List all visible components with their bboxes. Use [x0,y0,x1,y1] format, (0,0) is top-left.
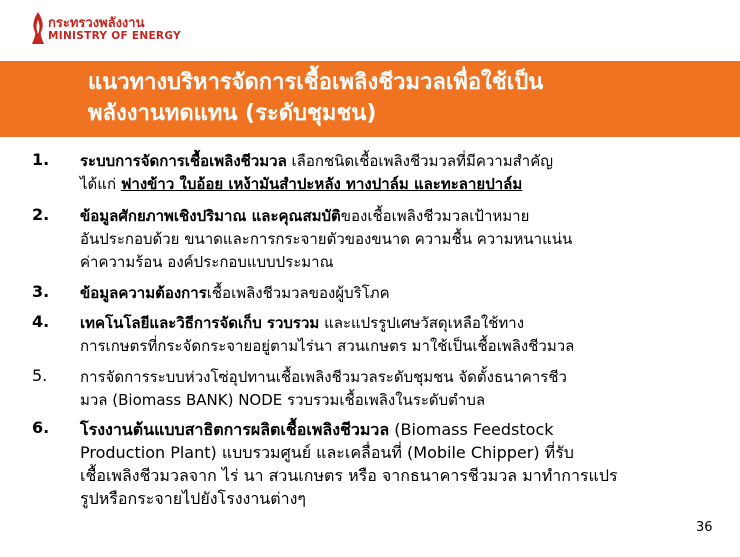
item-underlined-text: ฟางข้าว ใบอ้อย เหง้ามันสำปะหลัง ทางปาล์ม และทะลายปาล์ม [120,175,523,193]
item-heading: เทคโนโลยีและวิธีการจัดเก็บ รวบรวม [80,314,320,332]
item-number: 4. [32,312,50,331]
item-text-line-2: อันประกอบด้วย ขนาดและการกระจายตัวของขนาด ความชื้น ความหนาแน่น [80,230,573,248]
logo-english-name: MINISTRY OF ENERGY [48,30,181,42]
item-text: เชื้อเพลิงชีวมวลของผู้บริโภค [206,284,390,302]
slide-title-line-1: แนวทางบริหารจัดการเชื้อเพลิงชีวมวลเพื่อใช้เป็น [88,70,544,95]
flame-emblem-icon [30,10,46,46]
item-heading: ข้อมูลศักยภาพเชิงปริมาณ และคุณสมบัติ [80,207,341,225]
item-body [80,205,725,274]
logo-thai-name: กระทรวงพลังงาน [48,16,145,31]
item-number: 2. [32,205,50,224]
item-text-line-3: เชื้อเพลิงชีวมวลจาก ไร่ นา สวนเกษตร หรือ จากธนาคารชีวมวล มาทำการแปร [80,466,618,485]
item-text: (Biomass Feedstock [389,420,554,439]
item-text: และแปรรูปเศษวัสดุเหลือใช้ทาง [319,314,525,332]
item-text-prefix: ได้แก่ [80,175,121,193]
item-text: ของเชื้อเพลิงชีวมวลเป้าหมาย [340,207,530,225]
item-body [80,418,725,510]
item-heading: ระบบการจัดการเชื้อเพลิงชีวมวล [80,152,287,170]
item-heading: โรงงานต้นแบบสาธิตการผลิตเชื้อเพลิงชีวมวล [80,420,390,439]
slide-title-line-2: พลังงานทดแทน (ระดับชุมชน) [88,101,377,126]
title-banner [0,61,740,137]
item-number: 5. [32,366,48,385]
item-number: 3. [32,282,50,301]
item-number: 1. [32,150,50,169]
item-text-line-2: Production Plant) แบบรวมศูนย์ และเคลื่อนที่ (Mobile Chipper) ที่รับ [80,443,574,462]
item-body [80,366,725,412]
item-text-line-2: การเกษตรที่กระจัดกระจายอยู่ตามไร่นา สวนเกษตร มาใช้เป็นเชื้อเพลิงชีวมวล [80,337,575,355]
page-number: 36 [696,520,713,535]
ministry-logo [30,10,230,50]
item-text: เลือกชนิดเชื้อเพลิงชีวมวลที่มีความสำคัญ [286,152,554,170]
item-text-line-3: ค่าความร้อน องค์ประกอบแบบประมาณ [80,253,334,271]
item-body [80,282,725,305]
item-text: การจัดการระบบห่วงโซ่อุปทานเชื้อเพลิงชีวมวลระดับชุมชน จัดตั้งธนาคารชีว [80,368,567,386]
item-body [80,150,725,196]
item-text-line-2: มวล (Biomass BANK) NODE รวบรวมเชื้อเพลิงในระดับตำบล [80,391,486,409]
item-body [80,312,725,358]
slide-title [88,67,728,129]
item-heading: ข้อมูลความต้องการ [80,284,207,302]
item-text-line-4: รูปหรือกระจายไปยังโรงงานต่างๆ [80,489,307,508]
item-number: 6. [32,418,50,437]
